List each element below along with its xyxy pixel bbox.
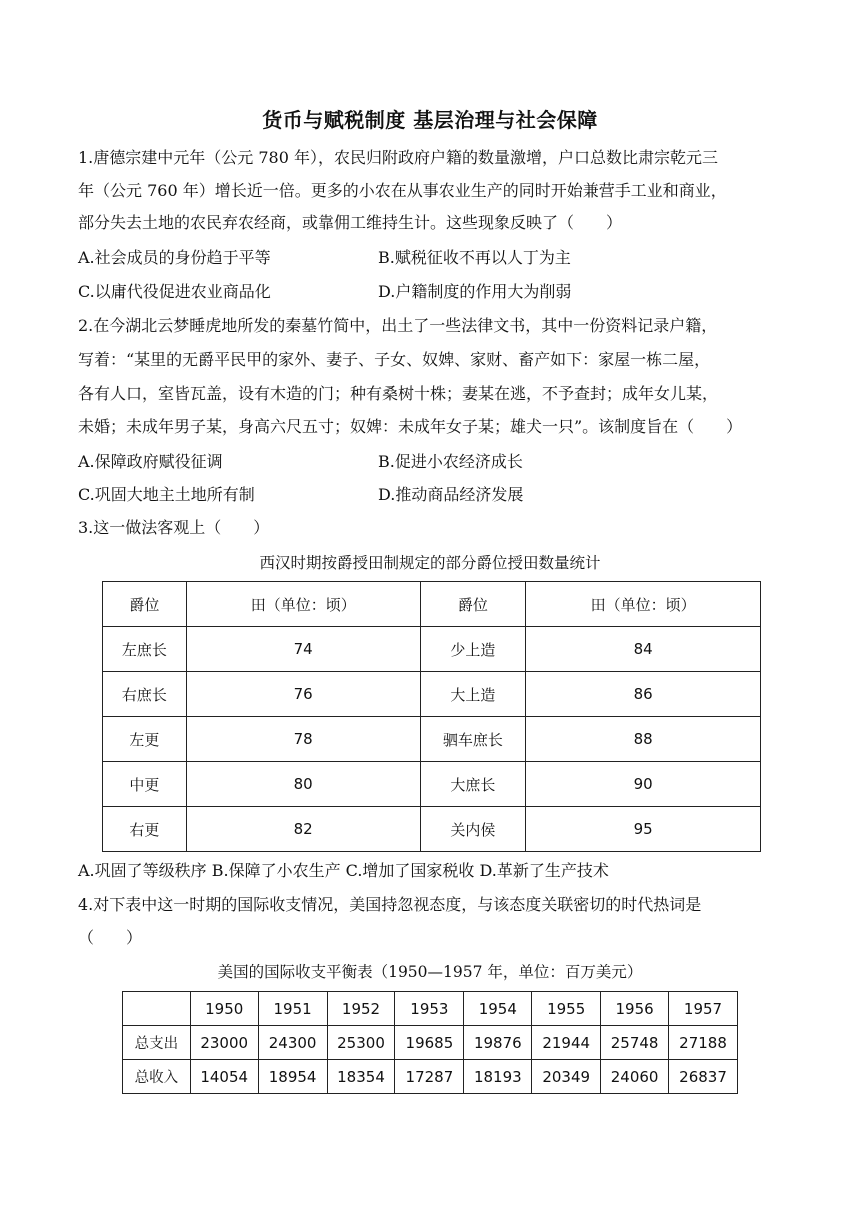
rank-cell: 左更 (103, 717, 187, 762)
q2-option-c: C.巩固大地主土地所有制 (78, 485, 255, 504)
q4-table-caption: 美国的国际收支平衡表（1950—1957 年，单位：百万美元） (217, 963, 643, 981)
q3-header-cell: 田（单位：顷） (526, 582, 761, 627)
q2-line-2: 写着：“某里的无爵平民甲的家外、妻子、子女、奴婢、家财、畜产如下：家屋一栋二屋， (78, 350, 711, 369)
table-row (123, 1026, 738, 1060)
land-cell: 74 (186, 627, 420, 672)
q2-option-d: D.推动商品经济发展 (378, 485, 524, 504)
land-cell: 95 (526, 807, 761, 852)
row-label-cell: 总支出 (123, 1026, 191, 1060)
q1-line-3: 部分失去土地的农民弃农经商，或靠佣工维持生计。这些现象反映了（ ） (78, 213, 623, 232)
rank-cell: 左庶长 (103, 627, 187, 672)
value-cell: 23000 (190, 1026, 258, 1060)
value-cell: 25748 (601, 1026, 669, 1060)
q2-line-1: 2.在今湖北云梦睡虎地所发的秦墓竹简中，出土了一些法律文书，其中一份资料记录户籍， (78, 316, 718, 335)
value-cell: 18354 (327, 1060, 395, 1094)
q1-option-d: D.户籍制度的作用大为削弱 (378, 282, 572, 301)
q2-line-4: 未婚；未成年男子某，身高六尺五寸；奴婢：未成年女子某；雄犬一只”。该制度旨在（ ） (78, 417, 743, 436)
rank-cell: 中更 (103, 762, 187, 807)
year-cell: 1957 (669, 992, 738, 1026)
q3-header-cell: 爵位 (420, 582, 526, 627)
table-row (103, 762, 761, 807)
land-cell: 78 (186, 717, 420, 762)
value-cell: 24300 (258, 1026, 327, 1060)
q3-table-caption: 西汉时期按爵授田制规定的部分爵位授田数量统计 (259, 554, 601, 572)
value-cell: 18954 (258, 1060, 327, 1094)
q1-option-b: B.赋税征收不再以人丁为主 (378, 248, 571, 267)
value-cell: 19876 (464, 1026, 532, 1060)
q2-line-3: 各有人口，室皆瓦盖，设有木造的门；种有桑树十株；妻某在逃，不予查封；成年女儿某， (78, 384, 719, 403)
value-cell: 18193 (464, 1060, 532, 1094)
land-cell: 86 (526, 672, 761, 717)
year-cell: 1950 (190, 992, 258, 1026)
q4-line-2: （ ） (78, 928, 143, 947)
table-row (103, 672, 761, 717)
value-cell: 17287 (395, 1060, 464, 1094)
land-cell: 82 (186, 807, 420, 852)
rank-cell: 大上造 (420, 672, 526, 717)
q4-line-1: 4.对下表中这一时期的国际收支情况，美国持忽视态度，与该态度关联密切的时代热词是 (78, 895, 702, 914)
value-cell: 25300 (327, 1026, 395, 1060)
q4-table-header-row (123, 992, 738, 1026)
rank-cell: 驷车庶长 (420, 717, 526, 762)
land-cell: 84 (526, 627, 761, 672)
q4-table (122, 991, 738, 1094)
value-cell: 21944 (532, 1026, 601, 1060)
q3-stem: 3.这一做法客观上（ ） (78, 518, 270, 537)
land-cell: 90 (526, 762, 761, 807)
q3-header-cell: 田（单位：顷） (186, 582, 420, 627)
table-row (103, 627, 761, 672)
q2-option-b: B.促进小农经济成长 (378, 452, 523, 471)
row-label-cell: 总收入 (123, 1060, 191, 1094)
land-cell: 76 (186, 672, 420, 717)
table-row (123, 1060, 738, 1094)
q1-option-c: C.以庸代役促进农业商品化 (78, 282, 271, 301)
year-cell: 1951 (258, 992, 327, 1026)
year-cell: 1956 (601, 992, 669, 1026)
corner-cell (123, 992, 191, 1026)
year-cell: 1955 (532, 992, 601, 1026)
rank-cell: 大庶长 (420, 762, 526, 807)
year-cell: 1952 (327, 992, 395, 1026)
q3-options: A.巩固了等级秩序 B.保障了小农生产 C.增加了国家税收 D.革新了生产技术 (78, 861, 609, 880)
q2-option-a: A.保障政府赋役征调 (78, 452, 223, 471)
land-cell: 88 (526, 717, 761, 762)
q1-line-1: 1.唐德宗建中元年（公元 780 年），农民归附政府户籍的数量激增，户口总数比肃宗乾元三 (78, 148, 718, 167)
value-cell: 26837 (669, 1060, 738, 1094)
q3-header-cell: 爵位 (103, 582, 187, 627)
table-row (103, 717, 761, 762)
year-cell: 1954 (464, 992, 532, 1026)
year-cell: 1953 (395, 992, 464, 1026)
land-cell: 80 (186, 762, 420, 807)
rank-cell: 关内侯 (420, 807, 526, 852)
q1-line-2: 年（公元 760 年）增长近一倍。更多的小农在从事农业生产的同时开始兼营手工业和商业， (78, 181, 727, 200)
q3-table-header-row (103, 582, 761, 627)
value-cell: 14054 (190, 1060, 258, 1094)
q3-table (102, 581, 761, 852)
value-cell: 19685 (395, 1026, 464, 1060)
q1-option-a: A.社会成员的身份趋于平等 (78, 248, 271, 267)
value-cell: 20349 (532, 1060, 601, 1094)
page-title: 货币与赋税制度 基层治理与社会保障 (262, 108, 598, 132)
rank-cell: 少上造 (420, 627, 526, 672)
value-cell: 24060 (601, 1060, 669, 1094)
value-cell: 27188 (669, 1026, 738, 1060)
table-row (103, 807, 761, 852)
rank-cell: 右庶长 (103, 672, 187, 717)
rank-cell: 右更 (103, 807, 187, 852)
